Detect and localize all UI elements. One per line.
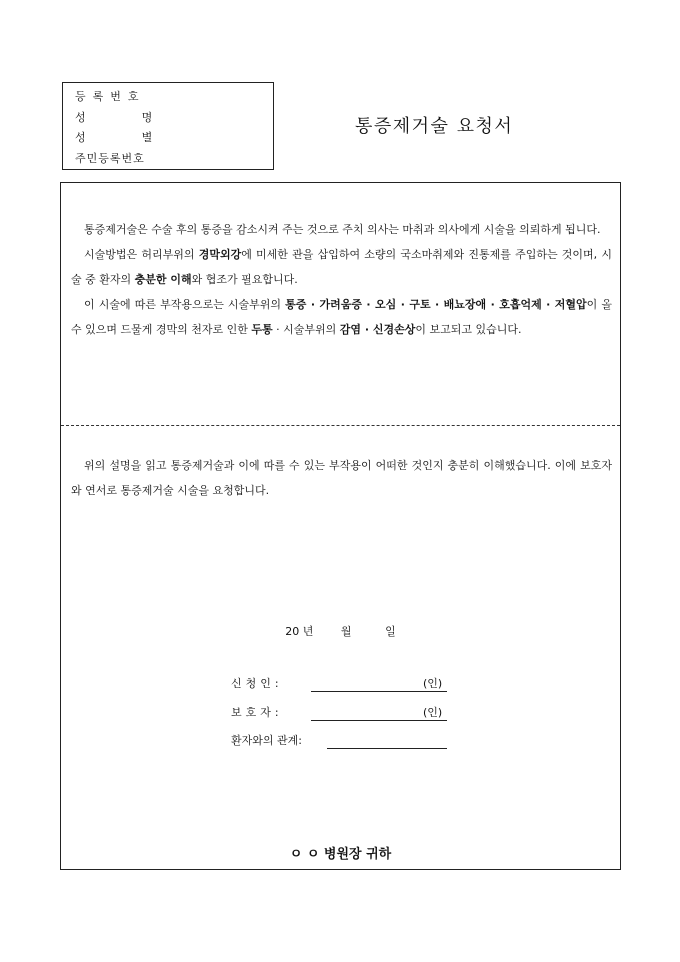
explanation-sentence-3: 이 시술에 따른 부작용으로는 시술부위의 통증 · 가려움증 · 오심 · 구토 · 배뇨장애 · 호흡억제 · 저혈압이 올 수 있으며 드물게 경막의 천자로 인한 두통 · 시술부위의 감염 · 신경손상이 보고되고 있습니다. xyxy=(71,298,613,336)
applicant-seal: (인) xyxy=(423,677,443,690)
date-month: 월 xyxy=(340,625,352,638)
date-line xyxy=(61,623,620,639)
infection-term: 감염 · 신경손상 xyxy=(339,323,416,336)
registration-box xyxy=(62,82,274,170)
consent-text: 위의 설명을 읽고 통증제거술과 이에 따를 수 있는 부작용이 어떠한 것인지 충분히 이해했습니다. 이에 보호자와 연서로 통증제거술 시술을 요청합니다. xyxy=(71,459,612,497)
resident-no-label: 주민등록번호 xyxy=(75,151,145,165)
footer-addressee: ㅇ ㅇ 병원장 귀하 xyxy=(289,847,392,862)
explanation-sentence-1: 통증제거술은 수술 후의 통증을 감소시켜 주는 것으로 주치 의사는 마취과 의사에게 시술을 의뢰하게 됩니다. xyxy=(84,223,601,236)
relation-line[interactable] xyxy=(327,748,447,749)
explanation-sentence-2: 시술방법은 허리부위의 경막외강에 미세한 관을 삽입하여 소량의 국소마취제와 진통제를 주입하는 것이며, 시술 중 환자의 충분한 이해와 협조가 필요합니다. xyxy=(71,248,612,286)
date-year: 20 년 xyxy=(285,625,314,638)
reg-no-label: 등록번호 xyxy=(75,90,146,103)
headache-term: 두통 xyxy=(251,323,273,336)
applicant-signature-line[interactable] xyxy=(311,691,447,692)
explanation-paragraph xyxy=(71,217,612,342)
epidural-space-term: 경막외강 xyxy=(198,248,242,261)
applicant-row xyxy=(231,675,443,695)
relation-label: 환자와의 관계: xyxy=(231,734,302,747)
name-label: 성명 xyxy=(75,110,209,124)
guardian-signature-line[interactable] xyxy=(311,720,447,721)
form-body xyxy=(60,182,621,870)
side-effects-list: 통증 · 가려움증 · 오심 · 구토 · 배뇨장애 · 호흡억제 · 저혈압 xyxy=(285,298,587,311)
date-day: 일 xyxy=(385,625,396,638)
sex-label: 성별 xyxy=(75,131,209,144)
guardian-seal: (인) xyxy=(423,706,443,719)
understanding-term: 충분한 이해 xyxy=(134,273,192,286)
guardian-label: 보호자: xyxy=(231,706,283,719)
relation-row xyxy=(231,732,302,752)
dashed-divider xyxy=(61,425,620,426)
page-title: 통증제거술 요청서 xyxy=(355,116,514,137)
consent-paragraph xyxy=(71,453,612,503)
guardian-row xyxy=(231,704,443,724)
applicant-label: 신청인: xyxy=(231,677,283,690)
